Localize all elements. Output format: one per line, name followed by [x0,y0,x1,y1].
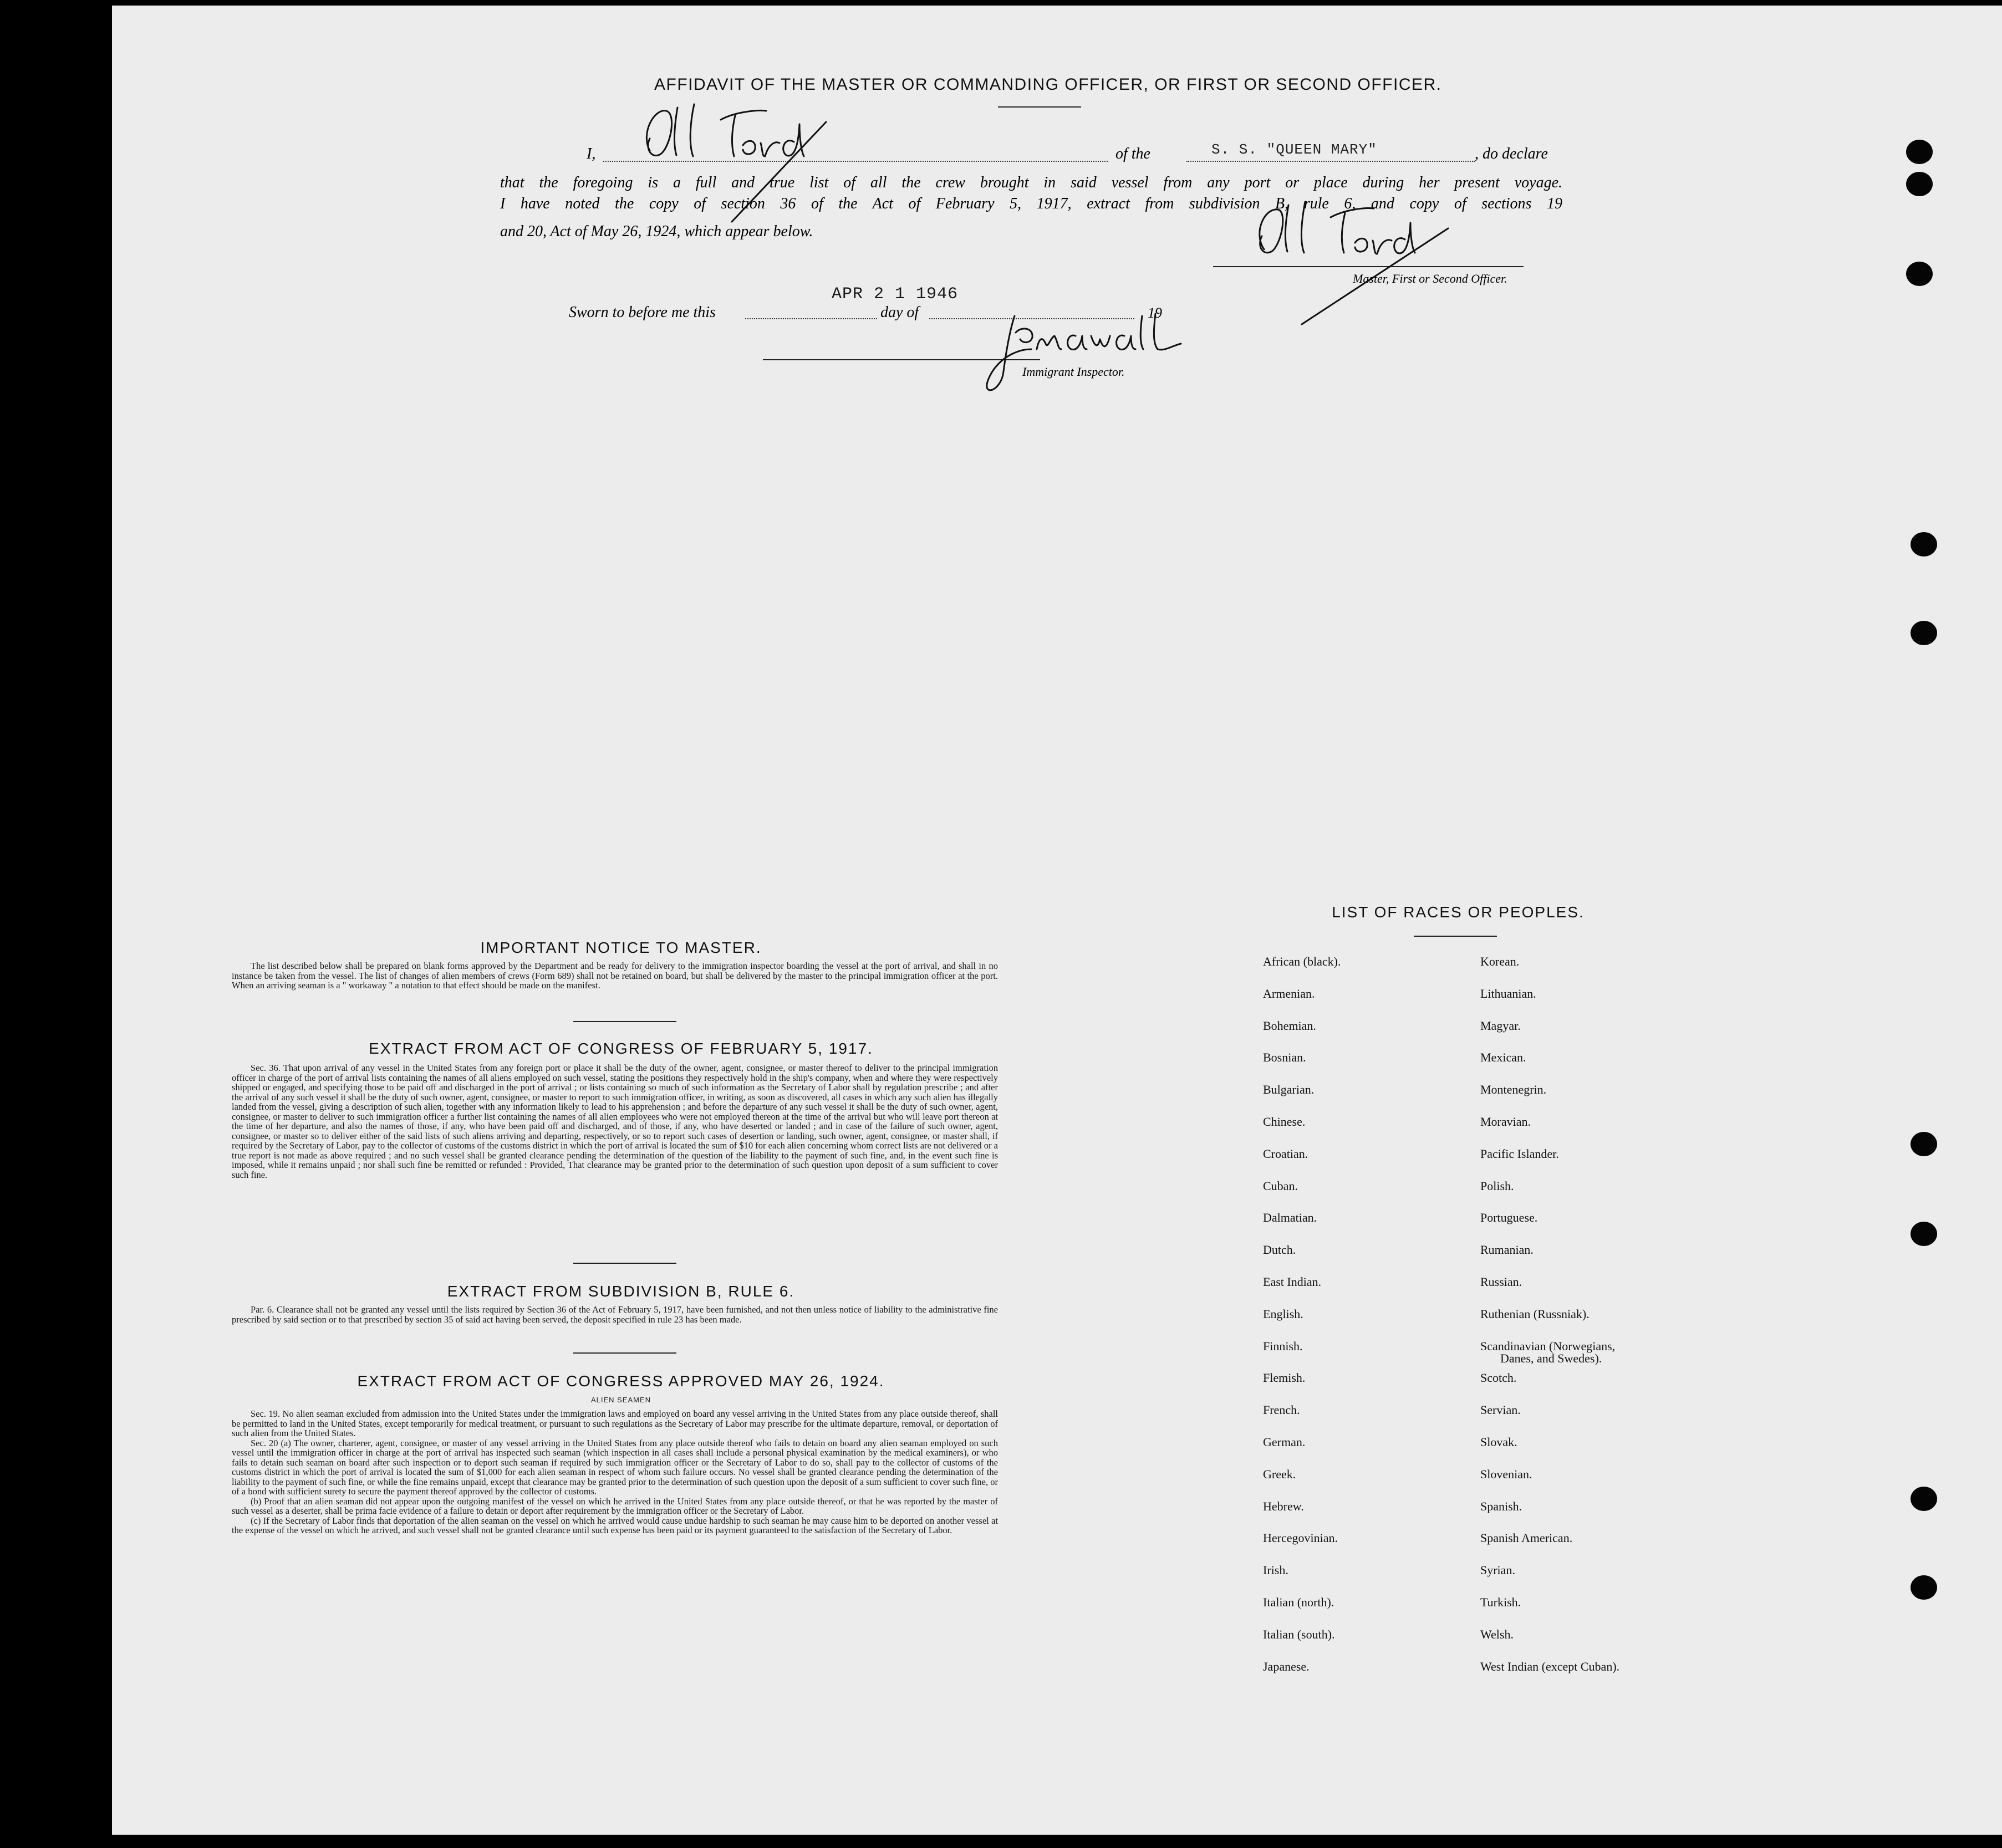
race-item: Portuguese. [1480,1211,1538,1224]
punch-hole [1906,172,1933,196]
race-item: Magyar. [1480,1019,1521,1033]
race-item: Scotch. [1480,1371,1517,1385]
race-item: Korean. [1480,954,1520,968]
date-stamp: APR 2 1 1946 [832,285,959,304]
divider [573,1263,676,1264]
punch-hole [1911,1132,1937,1156]
race-item: Montenegrin. [1480,1083,1547,1096]
race-item: Turkish. [1480,1595,1521,1609]
extract-1924-text [232,1409,998,1535]
race-item: Chinese. [1263,1115,1306,1129]
declarant-signature [638,100,870,266]
race-item: Bosnian. [1263,1050,1306,1064]
punch-hole [1911,1222,1937,1246]
race-item: Greek. [1263,1467,1296,1481]
race-item: Hebrew. [1263,1499,1304,1513]
punch-hole [1906,140,1933,164]
punch-hole [1911,532,1937,557]
race-item: East Indian. [1263,1275,1322,1289]
race-item: Croatian. [1263,1147,1308,1161]
section-20c-paragraph: (c) If the Secretary of Labor finds that deportation of the alien seaman on the vessel on which he arrived would cause undue hardship to such seaman he may cause him to be deported on another vessel at the expense of the vessel on which he arrived, and such vessel shall not be granted clearance until such expense has been paid or its payment guaranteed to the satisfaction of the Secretary of Labor. [232,1515,998,1535]
race-item: Mexican. [1480,1050,1526,1064]
extract-1917-text [232,1063,998,1180]
alien-seamen-subtitle: ALIEN SEAMEN [590,1396,651,1404]
officer-signature [1247,194,1480,333]
race-item: Lithuanian. [1480,987,1536,1000]
race-item: Spanish American. [1480,1531,1573,1545]
race-item: Welsh. [1480,1627,1514,1641]
declare-suffix: , do declare [1475,145,1548,162]
notice-paragraph: The list described below shall be prepared on blank forms approved by the Department and be ready for delivery to the immigration inspector boarding the vessel at the port of arrival, and shall in no instance be taken from the vessel. The list of changes of alien members of crews (Form 689) shall not be retained on board, but shall be delivered by the master to the principal immigration officer at the port. When an arriving seaman is a " workaway " a notation to that effect should be made on the manifest. [232,961,998,991]
vessel-of-the: of the [1115,145,1150,162]
notice-title: IMPORTANT NOTICE TO MASTER. [480,939,762,956]
race-item: Italian (north). [1263,1595,1334,1609]
section-20b-paragraph: (b) Proof that an alien seaman did not appear upon the outgoing manifest of the vessel on which he arrived in the United States from any place outside thereof, or that he was reported by the master of such vessel as a deserter, shall be prima facie evidence of a failure to detain or deport after requirement by the immigration officer or the Secretary of Labor. [232,1495,998,1516]
declarant-prefix: I, [587,145,596,162]
sworn-day-of: day of [880,304,919,321]
race-item: Syrian. [1480,1563,1515,1577]
race-item: Servian. [1480,1403,1521,1417]
rule-6-paragraph: Par. 6. Clearance shall not be granted any vessel until the lists required by Section 36 of the Act of February 5, 1917, have been furnished, and not then unless notice of liability to the administrative fine prescribed by said section or to that prescribed by section 35 of said act having been served, the deposit specified in rule 23 has been made. [232,1304,998,1325]
divider [573,1352,676,1354]
extract-1924-title: EXTRACT FROM ACT OF CONGRESS APPROVED MAY 26, 1924. [357,1372,885,1390]
race-item-continuation: Danes, and Swedes). [1500,1351,1602,1365]
race-item: German. [1263,1435,1306,1449]
race-item: Moravian. [1480,1115,1531,1129]
inspector-signature [981,310,1214,405]
race-item: Ruthenian (Russniak). [1480,1307,1590,1321]
race-item: Pacific Islander. [1480,1147,1559,1161]
inspector-caption: Immigrant Inspector. [1022,365,1125,379]
race-item: Cuban. [1263,1179,1298,1193]
race-item: Scandinavian (Norwegians, [1480,1339,1616,1353]
race-item: Italian (south). [1263,1627,1335,1641]
race-item: French. [1263,1403,1300,1417]
race-item: Dalmatian. [1263,1211,1317,1224]
section-36-paragraph: Sec. 36. That upon arrival of any vessel in the United States from any foreign port or place it shall be the duty of the owner, agent, consignee, or master thereof to deliver to the principal immigration officer in charge of the port of arrival lists containing the names of all aliens employed on such vessel, stating the positions they respectively hold in the ship's company, when and where they were respectively shipped or engaged, and specifying those to be paid off and discharged in the port of arrival ; or lists containing so much of such information as the Secretary of Labor shall by regulation prescribe ; and after the arrival of any such vessel it shall be the duty of such owner, agent, consignee, or master to report to such immigration officer, in writing, as soon as discovered, all cases in which any such alien has illegally landed from the vessel, giving a description of such alien, together with any information likely to lead to his apprehension ; and before the departure of any such vessel it shall be the duty of such owner, agent, consignee, or master to deliver to such immigration officer a further list containing the names of all alien employees who were not employed thereon at the time of the arrival but who will leave port thereon at the time of her departure, and also the names of those, if any, who have been paid off and discharged, and of those, if any, who have deserted or landed ; and in case of the failure of such owner, agent, consignee, or master so to deliver either of the said lists of such aliens arriving and departing, respectively, or so to report such cases of desertion or landing, such owner, agent, consignee, or master shall, if required by the Secretary of Labor, pay to the collector of customs of the customs district in which the port of arrival is located the sum of $10 for each alien concerning whom correct lists are not delivered or a true report is not made as above required ; and no such vessel shall be granted clearance pending the determination of the question of the liability to the payment of such fine, and, in the event such fine is imposed, while it remains unpaid ; nor shall such fine be remitted or refunded : Provided, That clearance may be granted prior to the determination of such question upon deposit of a sum sufficient to cover such fine. [232,1063,998,1180]
race-item: Slovenian. [1480,1467,1532,1481]
vessel-name: S. S. "QUEEN MARY" [1211,141,1377,158]
divider [573,1021,676,1022]
sworn-date-line [745,318,877,319]
affidavit-line-3: I have noted the copy of section 36 of the Act of February 5, 1917, extract from subdivision B, rule 6, and copy of sections 19 [500,195,1562,212]
race-item: Dutch. [1263,1243,1296,1257]
races-title-rule [1414,936,1497,937]
punch-hole [1911,1487,1937,1511]
race-item: English. [1263,1307,1303,1321]
sworn-year: 19 [1148,305,1162,321]
race-item: Bohemian. [1263,1019,1316,1033]
subdivision-text [232,1305,998,1324]
races-title: LIST OF RACES OR PEOPLES. [1332,903,1585,921]
race-item: African (black). [1263,954,1341,968]
subdivision-title: EXTRACT FROM SUBDIVISION B, RULE 6. [447,1283,795,1300]
punch-hole [1911,621,1937,645]
race-item: Armenian. [1263,987,1315,1000]
race-item: Bulgarian. [1263,1083,1315,1096]
affidavit-title: AFFIDAVIT OF THE MASTER OR COMMANDING OFFICER, OR FIRST OR SECOND OFFICER. [654,75,1442,94]
race-item: Flemish. [1263,1371,1306,1385]
affidavit-title-rule [998,106,1081,108]
race-item: Japanese. [1263,1660,1310,1673]
race-item: Hercegovinian. [1263,1531,1338,1545]
affidavit-line-4: and 20, Act of May 26, 1924, which appear below. [500,223,813,240]
affidavit-line-2: that the foregoing is a full and true list of all the crew brought in said vessel from any port or place during her present voyage. [500,174,1562,191]
race-item: Irish. [1263,1563,1288,1577]
race-item: Slovak. [1480,1435,1517,1449]
punch-hole [1911,1575,1937,1600]
section-19-paragraph: Sec. 19. No alien seaman excluded from admission into the United States under the immigration laws and employed on board any vessel arriving in the United States from any place outside thereof, shall be permitted to land in the United States, except temporarily for medical treatment, or pursuant to such regulations as the Secretary of Labor may prescribe for the ultimate departure, removal, or deportation of such alien from the United States. [232,1408,998,1438]
race-item: Finnish. [1263,1339,1303,1353]
punch-hole [1906,262,1933,286]
race-item: Polish. [1480,1179,1514,1193]
extract-1917-title: EXTRACT FROM ACT OF CONGRESS OF FEBRUARY 5, 1917. [369,1040,873,1057]
race-item: Rumanian. [1480,1243,1534,1257]
race-item: Spanish. [1480,1499,1522,1513]
race-item: Russian. [1480,1275,1522,1289]
race-item: West Indian (except Cuban). [1480,1660,1620,1673]
document-page [112,6,2002,1835]
sworn-prefix: Sworn to before me this [569,304,716,321]
section-20a-paragraph: Sec. 20 (a) The owner, charterer, agent, consignee, or master of any vessel arriving in the United States from any place outside thereof who fails to detain on board any alien seaman employed on such vessel until the immigration officer in charge at the port of arrival has inspected such seaman (which inspection in all cases shall include a personal physical examination by the medical examiners), or who fails to detain such seaman on board after such inspection or to deport such seaman if required by such immigration officer or the Secretary of Labor to do so, shall pay to the collector of customs of the customs district in which the port of arrival is located the sum of $1,000 for each alien seaman in respect of whom such failure occurs. No vessel shall be granted clearance pending the determination of the liability to the payment of such fine, or while the fine remains unpaid, except that clearance may be granted prior to the determination of such question upon the deposit of a sum sufficient to cover such fine, or of a bond with sufficient surety to secure the payment thereof approved by the collector of customs. [232,1437,998,1497]
notice-text [232,961,998,991]
vessel-name-line [1186,161,1475,162]
officer-caption: Master, First or Second Officer. [1353,272,1507,285]
